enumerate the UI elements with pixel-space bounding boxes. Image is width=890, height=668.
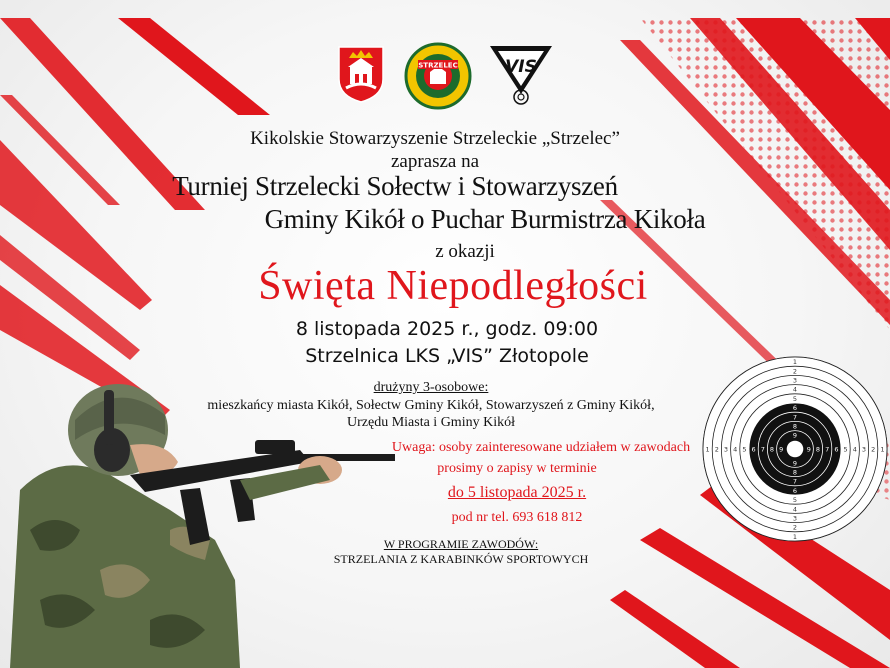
- club-ring-label: STRZELEC: [418, 61, 458, 70]
- organizer-name: Kikolskie Stowarzyszenie Strzeleckie „Strzelec”: [250, 128, 620, 149]
- target-ring-number: 5: [843, 445, 848, 454]
- vis-logo-label: VIS: [505, 57, 537, 77]
- target-ring-number: 7: [760, 445, 765, 454]
- target-ring-number: 9: [792, 459, 798, 468]
- target-ring-number: 1: [792, 358, 798, 367]
- tournament-title-line2: Gminy Kikół o Puchar Burmistrza Kikoła: [264, 204, 706, 234]
- target-ring-number: 6: [751, 445, 756, 454]
- holiday-title: Święta Niepodległości: [258, 263, 648, 309]
- target-ring-number: 2: [792, 367, 798, 376]
- target-ring-number: 8: [815, 445, 821, 454]
- target-ring-number: 1: [705, 445, 710, 454]
- teams-line2: Urzędu Miasta i Gminy Kikół: [347, 415, 515, 430]
- registration-deadline: do 5 listopada 2025 r.: [447, 484, 587, 501]
- target-ring-number: 7: [792, 413, 798, 422]
- program-header: W PROGRAMIE ZAWODÓW:: [383, 537, 539, 551]
- target-ring-number: 1: [880, 445, 885, 454]
- coat-of-arms-logo: [336, 44, 386, 104]
- target-ring-number: 5: [742, 445, 747, 454]
- target-ring-number: 9: [779, 445, 784, 454]
- event-date-time: 8 listopada 2025 r., godz. 09:00: [295, 318, 599, 340]
- target-ring-number: 8: [792, 422, 798, 431]
- target-ring-number: 4: [792, 505, 798, 514]
- target-ring-number: 4: [852, 445, 857, 454]
- target-ring-number: 3: [723, 445, 729, 454]
- strzelec-club-logo: [404, 42, 472, 110]
- program-item: STRZELANIA Z KARABINKÓW SPORTOWYCH: [333, 552, 589, 566]
- target-ring-number: 5: [792, 496, 798, 505]
- target-ring-number: 3: [861, 445, 867, 454]
- tournament-title-line1: Turniej Strzelecki Sołectw i Stowarzyszeń: [172, 171, 618, 201]
- target-ring-number: 9: [806, 445, 811, 454]
- target-ring-number: 6: [792, 486, 798, 495]
- target-ring-number: 6: [834, 445, 839, 454]
- target-ring-number: 1: [792, 532, 798, 541]
- registration-request: prosimy o zapisy w terminie: [437, 461, 597, 476]
- target-ring-number: 7: [825, 445, 830, 454]
- target-ring-number: 3: [792, 514, 798, 523]
- occasion-prefix: z okazji: [435, 241, 495, 262]
- target-ring-number: 2: [871, 445, 876, 454]
- target-ring-number: 5: [792, 394, 798, 403]
- target-ring-number: 4: [733, 445, 738, 454]
- target-ring-number: 8: [792, 468, 798, 477]
- target-ring-number: 3: [792, 376, 798, 385]
- teams-header: drużyny 3-osobowe:: [373, 380, 489, 395]
- target-ring-number: 2: [714, 445, 719, 454]
- invite-text: zaprasza na: [390, 151, 480, 172]
- target-ring-number: 9: [792, 431, 798, 440]
- target-ring-number: 6: [792, 404, 798, 413]
- target-ring-number: 2: [792, 523, 798, 532]
- registration-note: Uwaga: osoby zainteresowane udziałem w zawodach: [391, 440, 691, 455]
- target-ring-number: 7: [792, 477, 798, 486]
- target-ring-number: 4: [792, 385, 798, 394]
- target-ring-number: 8: [769, 445, 775, 454]
- event-venue: Strzelnica LKS „VIS” Złotopole: [305, 345, 589, 367]
- vis-logo: [486, 42, 556, 106]
- contact-phone: pod nr tel. 693 618 812: [451, 510, 583, 525]
- teams-line1: mieszkańcy miasta Kikół, Sołectw Gminy Kikół, Stowarzyszeń z Gminy Kikół,: [207, 398, 655, 413]
